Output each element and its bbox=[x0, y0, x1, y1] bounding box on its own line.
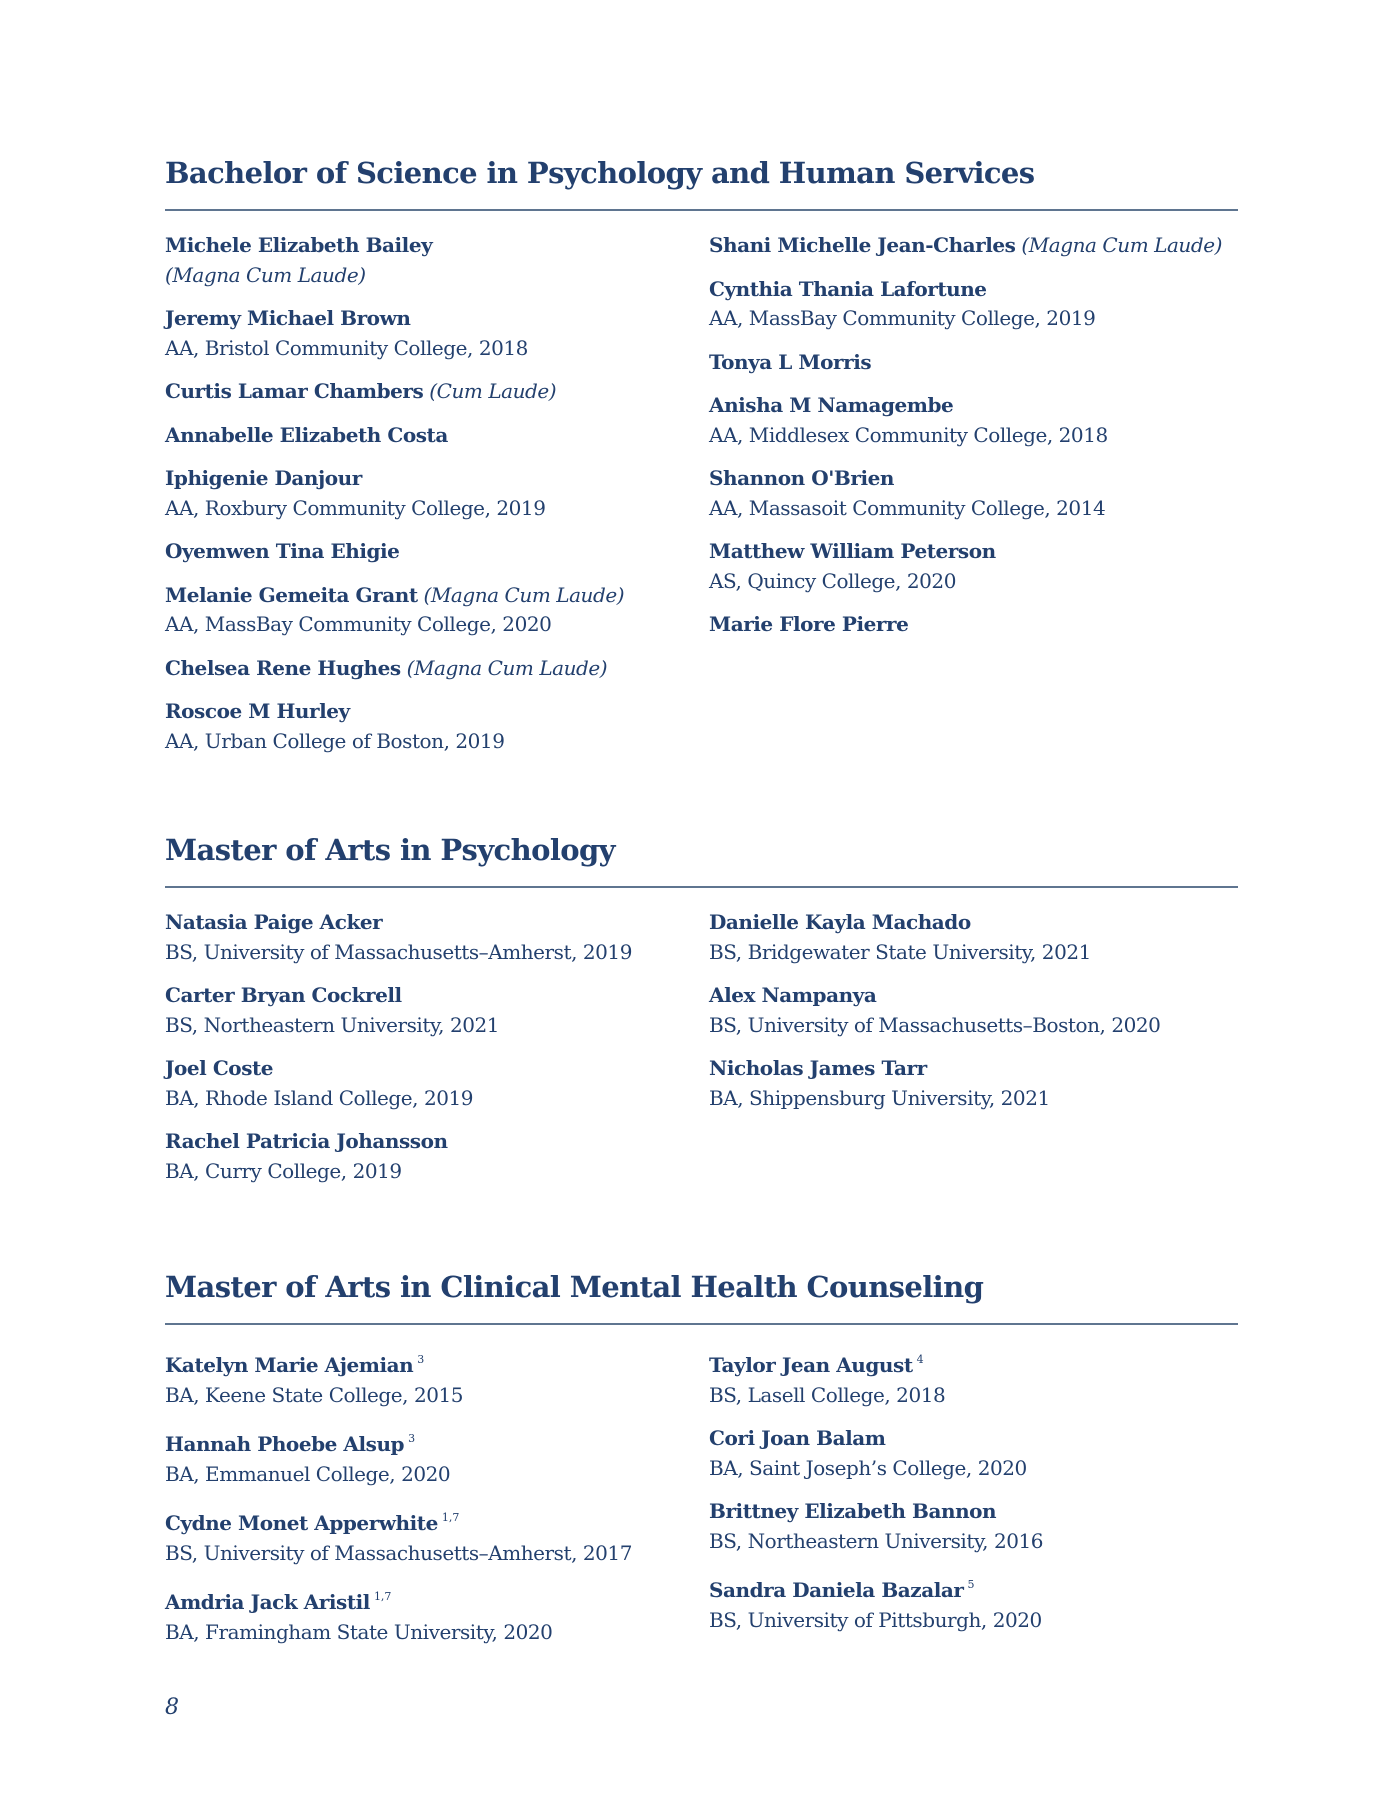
graduate-entry bbox=[165, 1127, 709, 1186]
graduate-entry bbox=[165, 464, 709, 523]
section-title: Master of Arts in Clinical Mental Health Counseling bbox=[165, 1270, 984, 1304]
prior-degree: BA, Curry College, 2019 bbox=[165, 1158, 402, 1183]
prior-degree: AA, Urban College of Boston, 2019 bbox=[165, 728, 505, 753]
prior-degree: BA, Keene State College, 2015 bbox=[165, 1382, 464, 1407]
graduate-name: Brittney Elizabeth Bannon bbox=[709, 1499, 997, 1523]
footnote-marker: 4 bbox=[916, 1353, 924, 1366]
graduate-name: Amdria Jack Aristil bbox=[165, 1590, 370, 1614]
section-divider bbox=[165, 209, 1238, 211]
section-ma-clinical-mental-health-counseling bbox=[165, 1268, 1238, 1661]
graduate-name-line bbox=[165, 654, 709, 684]
graduate-entry bbox=[709, 231, 1238, 261]
graduate-name-line bbox=[709, 1054, 1238, 1084]
graduate-name-line bbox=[165, 537, 709, 567]
page-number: 8 bbox=[165, 1695, 179, 1720]
graduate-name: Hannah Phoebe Alsup bbox=[165, 1432, 405, 1456]
graduate-entry bbox=[709, 275, 1238, 334]
graduate-entry bbox=[709, 1497, 1238, 1556]
graduate-name-line bbox=[165, 1582, 709, 1618]
footnote-marker: 3 bbox=[417, 1353, 425, 1366]
graduate-name: Rachel Patricia Johansson bbox=[165, 1129, 448, 1153]
section-divider bbox=[165, 1323, 1238, 1325]
graduate-name: Sandra Daniela Bazalar bbox=[709, 1578, 964, 1602]
graduate-entry bbox=[709, 1345, 1238, 1410]
column-left bbox=[165, 231, 709, 770]
graduate-name-line bbox=[165, 231, 709, 261]
section-title: Master of Arts in Psychology bbox=[165, 833, 615, 867]
prior-degree: BS, Northeastern University, 2021 bbox=[165, 1012, 500, 1037]
prior-degree: AA, Roxbury Community College, 2019 bbox=[165, 495, 546, 520]
prior-degree: BA, Framingham State University, 2020 bbox=[165, 1619, 553, 1644]
graduate-entry bbox=[709, 1570, 1238, 1635]
prior-degree: BS, University of Massachusetts–Amherst, 2019 bbox=[165, 939, 632, 964]
graduate-entry bbox=[709, 981, 1238, 1040]
graduate-name: Curtis Lamar Chambers bbox=[165, 379, 424, 403]
graduate-name-line bbox=[165, 421, 709, 451]
graduate-name: Shannon O'Brien bbox=[709, 466, 894, 490]
prior-degree: AA, Bristol Community College, 2018 bbox=[165, 335, 528, 360]
graduate-name: Taylor Jean August bbox=[709, 1353, 913, 1377]
prior-degree: AA, Massasoit Community College, 2014 bbox=[709, 495, 1106, 520]
graduate-name-line bbox=[709, 275, 1238, 305]
column-right bbox=[709, 231, 1238, 770]
graduate-entry bbox=[165, 581, 709, 640]
prior-degree: BS, Lasell College, 2018 bbox=[709, 1382, 946, 1407]
graduate-name: Alex Nampanya bbox=[709, 983, 877, 1007]
column-left bbox=[165, 908, 709, 1200]
graduate-name-line bbox=[165, 697, 709, 727]
latin-honor: (Magna Cum Laude) bbox=[165, 262, 366, 287]
graduate-name-line bbox=[709, 1497, 1238, 1527]
graduate-name: Jeremy Michael Brown bbox=[165, 306, 411, 330]
graduate-name-line bbox=[709, 1345, 1238, 1381]
prior-degree: AA, MassBay Community College, 2020 bbox=[165, 612, 552, 636]
graduate-name: Nicholas James Tarr bbox=[709, 1056, 927, 1080]
latin-honor: (Cum Laude) bbox=[429, 379, 557, 403]
graduate-name: Melanie Gemeita Grant bbox=[165, 582, 418, 607]
graduate-entry bbox=[709, 1054, 1238, 1113]
graduate-name-line bbox=[709, 1424, 1238, 1454]
graduate-name: Marie Flore Pierre bbox=[709, 612, 909, 636]
graduate-name-line bbox=[165, 1127, 709, 1157]
prior-degree: BS, Northeastern University, 2016 bbox=[709, 1528, 1044, 1553]
graduate-name-line bbox=[165, 908, 709, 938]
graduate-list bbox=[165, 908, 1238, 1200]
graduate-entry bbox=[165, 377, 709, 407]
section-title: Bachelor of Science in Psychology and Human Services bbox=[165, 156, 1035, 190]
graduate-name: Michele Elizabeth Bailey bbox=[165, 233, 433, 257]
graduate-name: Annabelle Elizabeth Costa bbox=[165, 422, 448, 447]
prior-degree: BA, Saint Joseph’s College, 2020 bbox=[709, 1455, 1027, 1480]
graduate-entry bbox=[709, 908, 1238, 967]
graduate-name-line bbox=[709, 537, 1238, 567]
section-divider bbox=[165, 886, 1238, 888]
graduate-name: Oyemwen Tina Ehigie bbox=[165, 539, 400, 563]
prior-degree: BA, Shippensburg University, 2021 bbox=[709, 1085, 1050, 1110]
graduate-entry bbox=[165, 908, 709, 967]
graduate-name-line bbox=[709, 610, 1238, 640]
graduate-list bbox=[165, 231, 1238, 770]
prior-degree: BS, Bridgewater State University, 2021 bbox=[709, 939, 1091, 964]
graduate-name: Danielle Kayla Machado bbox=[709, 910, 971, 934]
graduate-name-line bbox=[165, 464, 709, 494]
graduate-name-line bbox=[709, 908, 1238, 938]
graduate-name: Joel Coste bbox=[165, 1056, 274, 1080]
graduate-name-line bbox=[709, 391, 1238, 421]
graduate-name: Roscoe M Hurley bbox=[165, 699, 350, 723]
graduate-name-line bbox=[165, 581, 709, 611]
graduate-list bbox=[165, 1345, 1238, 1661]
graduate-entry bbox=[709, 1424, 1238, 1483]
graduate-entry bbox=[165, 304, 709, 363]
prior-degree: BS, University of Massachusetts–Amherst, 2017 bbox=[165, 1540, 632, 1565]
graduate-entry bbox=[709, 537, 1238, 596]
graduate-entry bbox=[165, 231, 709, 290]
latin-honor: (Magna Cum Laude) bbox=[1021, 233, 1222, 257]
graduate-name-line bbox=[709, 1570, 1238, 1606]
graduate-entry bbox=[709, 348, 1238, 378]
graduate-entry bbox=[165, 981, 709, 1040]
graduate-name-line bbox=[709, 348, 1238, 378]
footnote-marker: 1,7 bbox=[441, 1511, 460, 1524]
graduate-entry bbox=[709, 391, 1238, 450]
footnote-marker: 5 bbox=[967, 1578, 975, 1591]
graduate-name-line bbox=[709, 231, 1238, 261]
graduate-entry bbox=[165, 1345, 709, 1410]
graduate-entry bbox=[165, 1054, 709, 1113]
graduate-name: Carter Bryan Cockrell bbox=[165, 983, 402, 1007]
graduate-name-line bbox=[165, 1503, 709, 1539]
graduate-name: Cori Joan Balam bbox=[709, 1426, 886, 1450]
graduate-entry bbox=[165, 1424, 709, 1489]
section-bs-psychology-human-services bbox=[165, 154, 1238, 770]
graduate-name-line bbox=[165, 1424, 709, 1460]
prior-degree: BS, University of Massachusetts–Boston, 2020 bbox=[709, 1012, 1161, 1037]
graduate-name: Cydne Monet Apperwhite bbox=[165, 1511, 438, 1535]
graduate-name: Cynthia Thania Lafortune bbox=[709, 276, 987, 301]
graduate-name-line bbox=[709, 981, 1238, 1011]
latin-honor: (Magna Cum Laude) bbox=[423, 582, 625, 607]
graduate-entry bbox=[709, 464, 1238, 523]
graduate-name-line bbox=[165, 377, 709, 407]
footnote-marker: 3 bbox=[408, 1432, 416, 1445]
graduate-name-line bbox=[165, 1345, 709, 1381]
prior-degree: BS, University of Pittsburgh, 2020 bbox=[709, 1607, 1042, 1632]
graduate-entry bbox=[165, 1582, 709, 1647]
graduate-name-line bbox=[165, 981, 709, 1011]
section-ma-psychology bbox=[165, 831, 1238, 1200]
prior-degree: AS, Quincy College, 2020 bbox=[709, 568, 956, 593]
prior-degree: BA, Rhode Island College, 2019 bbox=[165, 1085, 474, 1110]
column-right bbox=[709, 908, 1238, 1200]
graduate-name-line bbox=[709, 464, 1238, 494]
graduate-entry bbox=[165, 697, 709, 756]
graduate-name: Anisha M Namagembe bbox=[709, 393, 954, 417]
graduate-entry bbox=[709, 610, 1238, 640]
graduate-entry bbox=[165, 1503, 709, 1568]
graduate-name: Katelyn Marie Ajemian bbox=[165, 1353, 414, 1377]
graduate-name: Natasia Paige Acker bbox=[165, 910, 383, 934]
graduate-name-line bbox=[165, 304, 709, 334]
graduate-name: Tonya L Morris bbox=[709, 349, 872, 374]
footnote-marker: 1,7 bbox=[373, 1590, 392, 1603]
latin-honor: (Magna Cum Laude) bbox=[406, 655, 608, 680]
column-left bbox=[165, 1345, 709, 1661]
graduate-name: Matthew William Peterson bbox=[709, 539, 996, 563]
graduate-name-line bbox=[165, 1054, 709, 1084]
prior-degree: AA, MassBay Community College, 2019 bbox=[709, 306, 1096, 330]
graduate-entry bbox=[165, 537, 709, 567]
graduate-name: Chelsea Rene Hughes bbox=[165, 655, 401, 680]
graduate-entry bbox=[165, 421, 709, 451]
prior-degree: BA, Emmanuel College, 2020 bbox=[165, 1461, 451, 1486]
prior-degree: AA, Middlesex Community College, 2018 bbox=[709, 422, 1108, 447]
graduate-entry bbox=[165, 654, 709, 684]
graduate-name: Shani Michelle Jean-Charles bbox=[709, 233, 1016, 257]
column-right bbox=[709, 1345, 1238, 1661]
graduate-name: Iphigenie Danjour bbox=[165, 466, 362, 490]
